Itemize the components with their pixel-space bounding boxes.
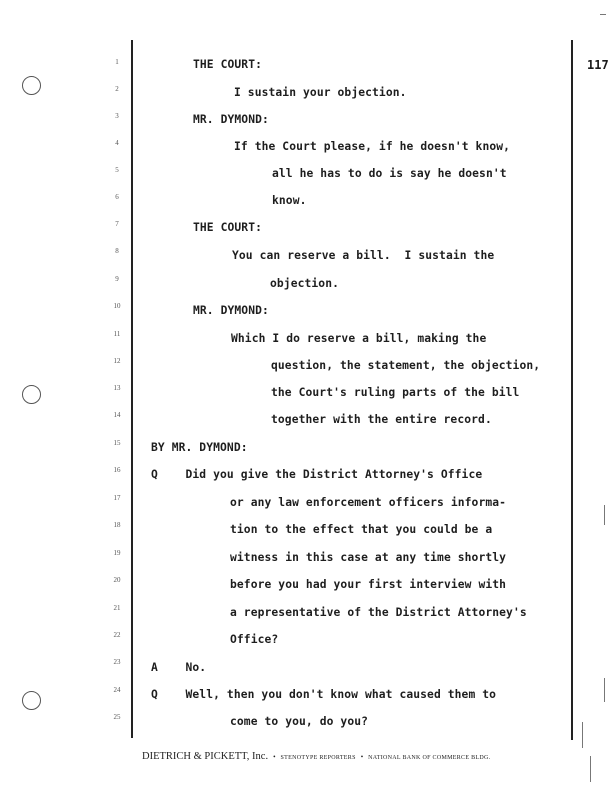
line-number: 23	[113, 658, 121, 666]
line-number: 1	[115, 58, 119, 66]
line-number: 15	[113, 439, 121, 447]
stray-mark	[604, 505, 605, 525]
transcript-line: the Court's ruling parts of the bill	[271, 386, 520, 399]
line-number: 9	[115, 275, 119, 283]
footer-separator: •	[360, 753, 364, 761]
line-number: 14	[113, 411, 121, 419]
line-number: 11	[113, 330, 121, 338]
transcript-line: know.	[272, 194, 307, 207]
line-number: 24	[113, 686, 121, 694]
binder-hole-icon	[22, 385, 41, 404]
line-number: 12	[113, 357, 121, 365]
speaker-label: THE COURT:	[193, 58, 263, 71]
line-number: 10	[113, 302, 121, 310]
page-number: 117	[587, 58, 609, 72]
stray-mark	[582, 722, 583, 748]
stray-mark	[604, 678, 605, 702]
footer-address: NATIONAL BANK OF COMMERCE BLDG.	[368, 755, 491, 761]
transcript-line: all he has to do is say he doesn't	[272, 167, 507, 180]
question-line: Q Well, then you don't know what caused them to	[151, 688, 497, 701]
answer-line: A No.	[151, 661, 207, 674]
binder-hole-icon	[22, 76, 41, 95]
line-number: 3	[115, 112, 119, 120]
line-number: 19	[113, 549, 121, 557]
binder-hole-icon	[22, 691, 41, 710]
transcript-line: If the Court please, if he doesn't know,	[234, 140, 511, 153]
line-number: 21	[113, 604, 121, 612]
line-number: 22	[113, 631, 121, 639]
stray-mark	[590, 756, 591, 782]
transcript-line: come to you, do you?	[230, 715, 369, 728]
transcript-line: a representative of the District Attorney's	[230, 606, 527, 619]
transcript-line: Which I do reserve a bill, making the	[231, 332, 487, 345]
transcript-line: witness in this case at any time shortly	[230, 551, 507, 564]
line-number: 2	[115, 85, 119, 93]
line-number: 6	[115, 193, 119, 201]
speaker-label: MR. DYMOND:	[193, 113, 269, 126]
speaker-label: MR. DYMOND:	[193, 304, 269, 317]
footer-service: STENOTYPE REPORTERS	[280, 755, 356, 761]
transcript-line: before you had your first interview with	[230, 578, 507, 591]
footer-separator: •	[273, 753, 276, 761]
transcript-line: Office?	[230, 633, 279, 646]
line-number: 20	[113, 576, 121, 584]
line-number: 13	[113, 384, 121, 392]
line-number: 18	[113, 521, 121, 529]
line-number: 7	[115, 220, 119, 228]
transcript-line: You can reserve a bill. I sustain the	[232, 249, 495, 262]
transcript-line: question, the statement, the objection,	[271, 359, 541, 372]
speaker-label: THE COURT:	[193, 221, 263, 234]
line-number: 4	[115, 139, 119, 147]
right-margin-rule	[571, 40, 573, 740]
line-number: 5	[115, 166, 119, 174]
line-number: 16	[113, 466, 121, 474]
line-number: 17	[113, 494, 121, 502]
transcript-line: or any law enforcement officers informa-	[230, 496, 507, 509]
left-margin-rule	[131, 40, 133, 738]
transcript-line: objection.	[270, 277, 340, 290]
examiner-heading: BY MR. DYMOND:	[151, 441, 248, 454]
line-number: 25	[113, 713, 121, 721]
transcript-line: together with the entire record.	[271, 413, 492, 426]
question-line: Q Did you give the District Attorney's Office	[151, 468, 483, 481]
line-number: 8	[115, 247, 119, 255]
transcript-line: tion to the effect that you could be a	[230, 523, 493, 536]
transcript-line: I sustain your objection.	[234, 86, 407, 99]
stray-mark	[600, 14, 606, 15]
reporter-footer	[142, 751, 490, 762]
footer-company: DIETRICH & PICKETT, Inc.	[142, 751, 269, 762]
